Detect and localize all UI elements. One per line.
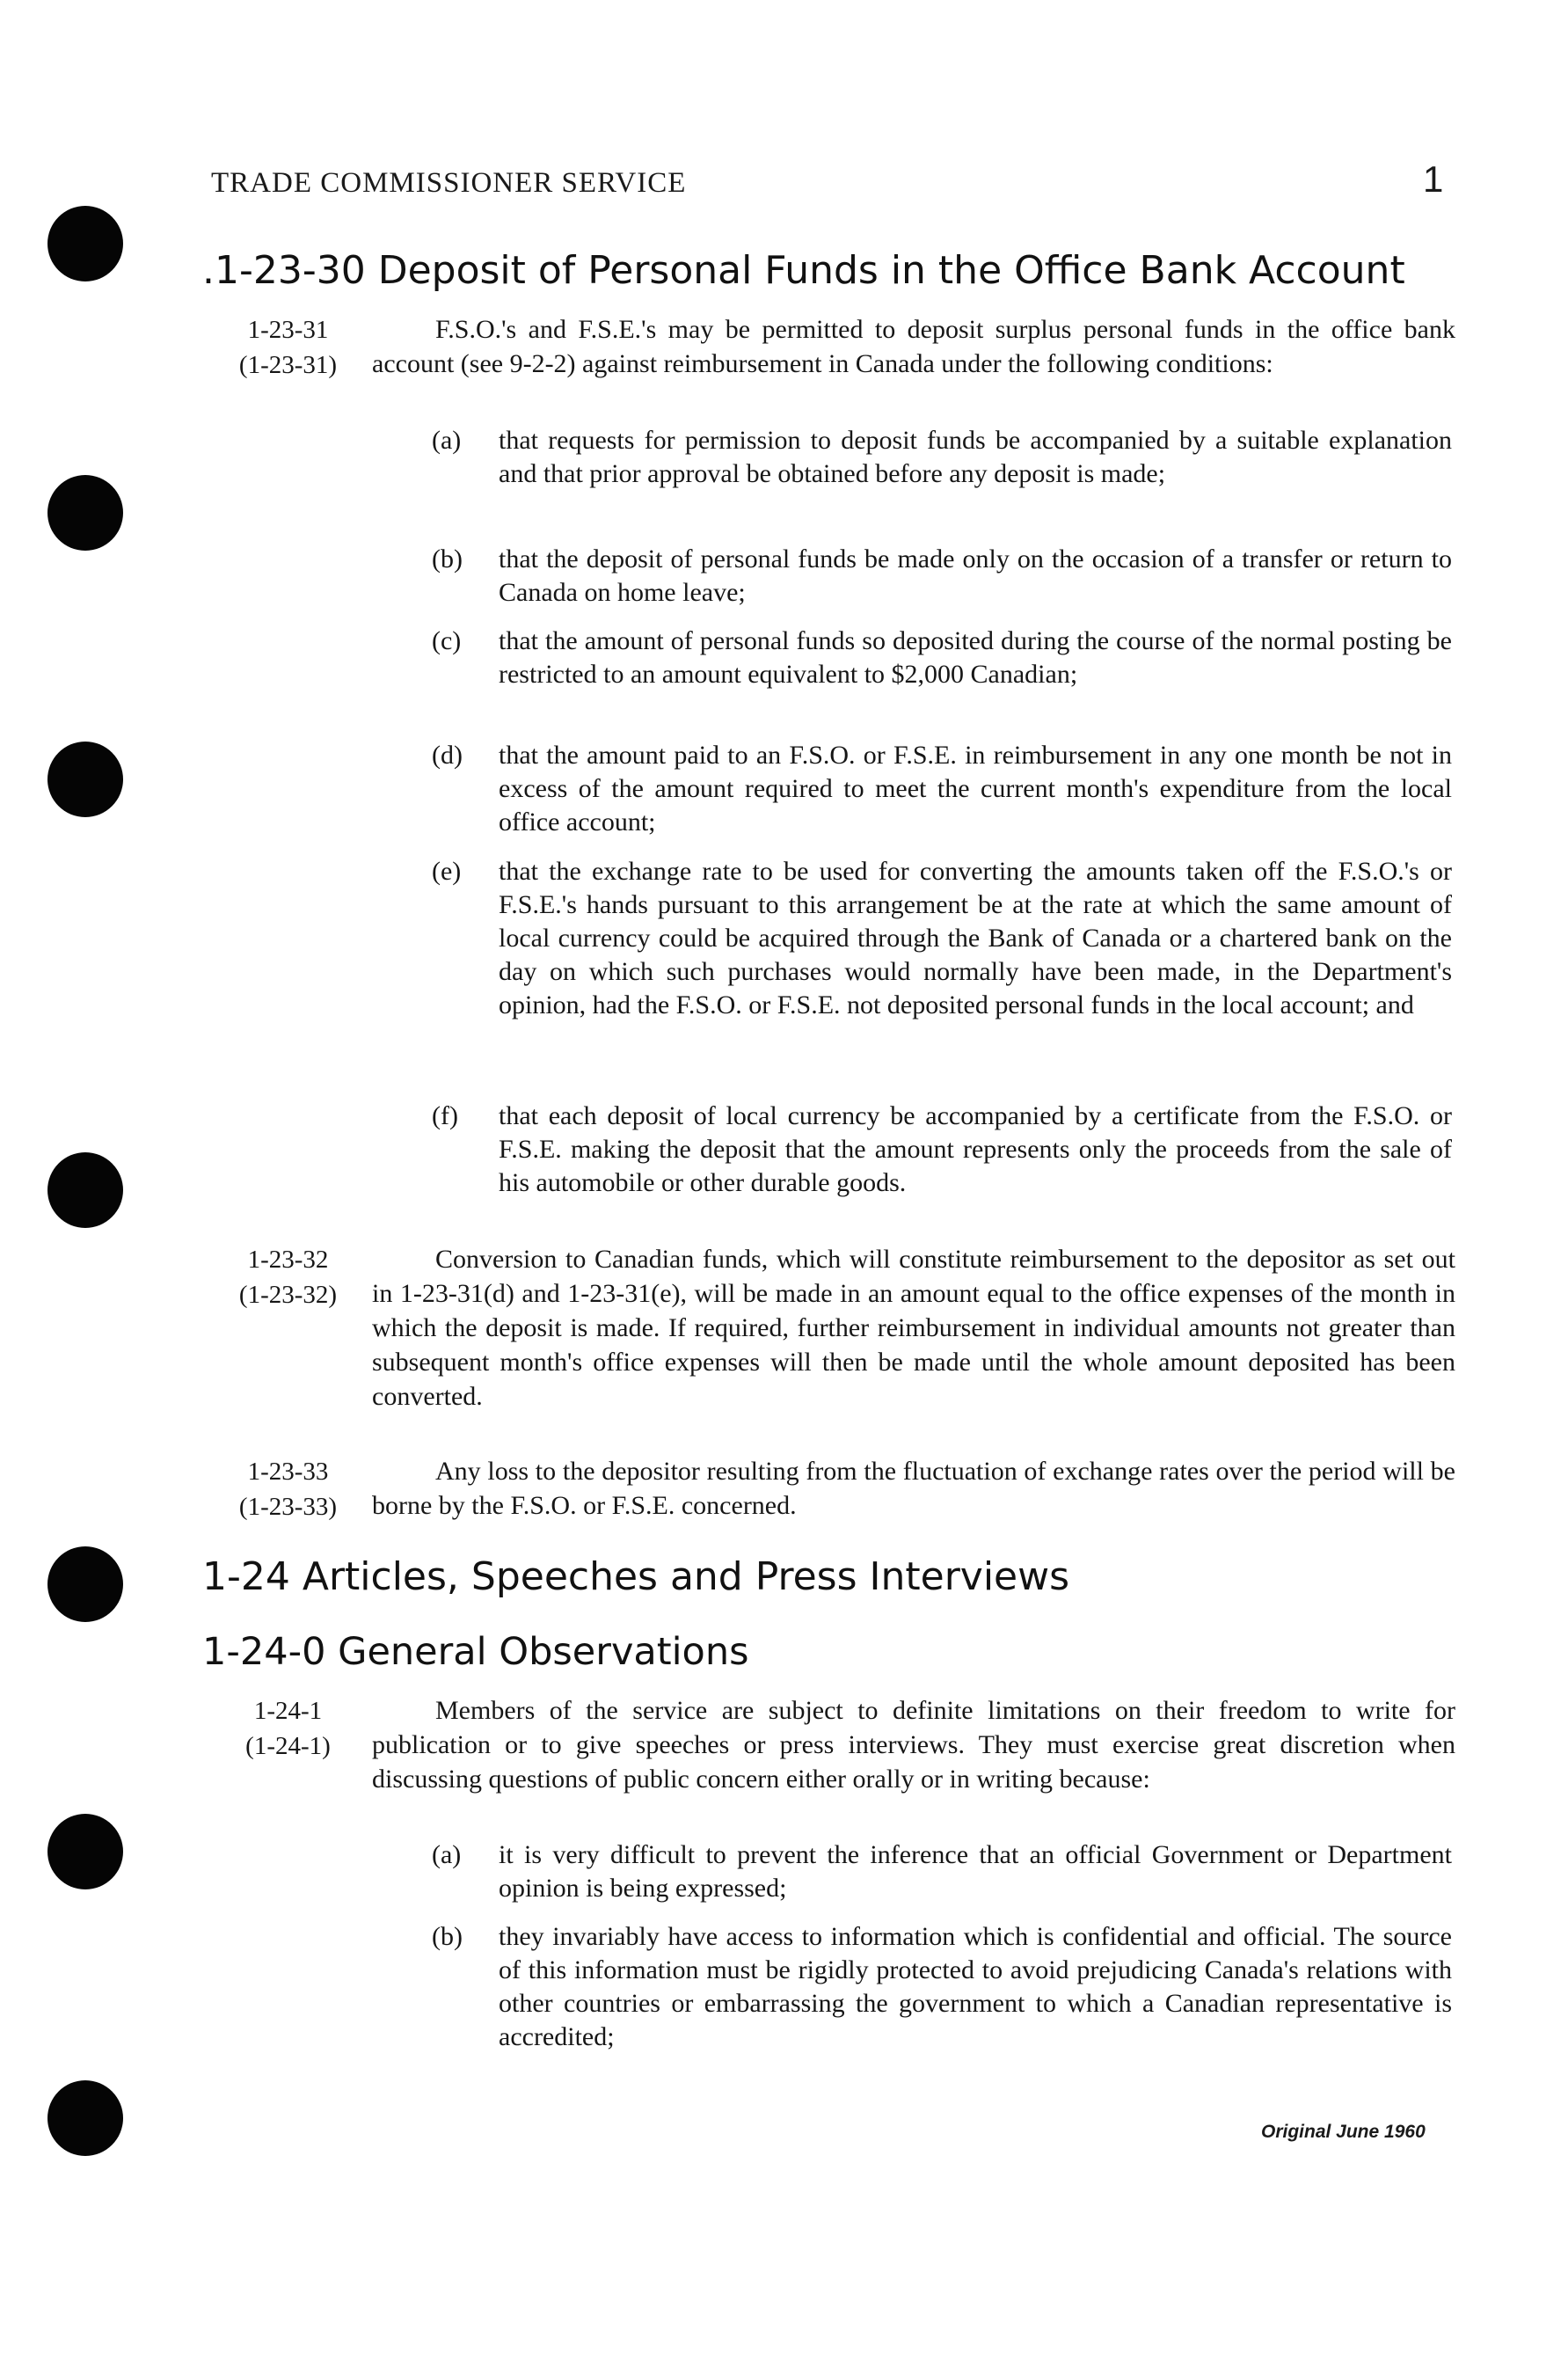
- running-head: TRADE COMMISSIONER SERVICE: [211, 167, 687, 199]
- paragraph-text: [372, 1242, 1455, 1414]
- binder-hole: [47, 742, 123, 817]
- paragraph-number-previous: (1-23-32): [238, 1281, 338, 1309]
- page-number: 1: [1423, 158, 1444, 200]
- list-item-label: (e): [432, 857, 462, 886]
- list-item-label: (b): [432, 1922, 463, 1951]
- list-item-text: it is very difficult to prevent the inference that an official Government or Department opinion is being expressed;: [499, 1840, 1452, 1903]
- list-item-text: that each deposit of local currency be accompanied by a certificate from the F.S.O. or F.S.E. making the deposit that the amount represents only the proceeds from the sale of his automobile or other durable goods.: [499, 1101, 1452, 1197]
- section-heading-1-23-30: .1-23-30 Deposit of Personal Funds in the Office Bank Account: [202, 248, 1405, 293]
- list-item-label: (a): [432, 1840, 462, 1869]
- paragraph-body: Any loss to the depositor resulting from the fluctuation of exchange rates over the period will be borne by the F.S.O. or F.S.E. concerned.: [372, 1457, 1455, 1520]
- list-item-label: (b): [432, 544, 463, 574]
- binder-hole: [47, 1152, 123, 1228]
- list-item-text: that the exchange rate to be used for converting the amounts taken off the F.S.O.'s or F.S.E.'s hands pursuant to this arrangement be at the rate at which the same amount of local currency could be acquired through the Bank of Canada or a chartered bank on the day on which such purchases would normally have been made, in the Department's opinion, had the F.S.O. or F.S.E. not deposited personal funds in the local account; and: [499, 857, 1452, 1019]
- binder-hole: [47, 1546, 123, 1622]
- paragraph-number-previous: (1-23-31): [238, 351, 338, 379]
- paragraph-number-current: 1-23-31: [247, 316, 329, 344]
- binder-hole: [47, 2080, 123, 2156]
- paragraph-text: [372, 1454, 1455, 1523]
- paragraph-body: Conversion to Canadian funds, which will constitute reimbursement to the depositor as set out in 1-23-31(d) and 1-23-31(e), will be made in an amount equal to the office expenses of the month in which the deposit is made. If required, further reimbursement in individual amounts not greater than subsequent month's office expenses will then be made until the whole amount deposited has been converted.: [372, 1245, 1455, 1411]
- section-heading-1-24-0: 1-24-0 General Observations: [202, 1630, 749, 1674]
- list-item-label: (c): [432, 626, 462, 655]
- paragraph-text: [372, 312, 1455, 381]
- paragraph-number-current: 1-24-1: [253, 1697, 323, 1725]
- paragraph-number: [215, 1454, 361, 1524]
- section-heading-1-24: 1-24 Articles, Speeches and Press Interviews: [202, 1554, 1070, 1599]
- paragraph-number: [215, 312, 361, 383]
- paragraph-number-current: 1-23-33: [247, 1458, 329, 1486]
- paragraph-body: F.S.O.'s and F.S.E.'s may be permitted to deposit surplus personal funds in the office bank account (see 9-2-2) against reimbursement in Canada under the following conditions:: [372, 315, 1455, 378]
- paragraph-number-previous: (1-24-1): [245, 1732, 331, 1760]
- binder-hole: [47, 206, 123, 281]
- paragraph-number: [215, 1242, 361, 1312]
- binder-hole: [47, 1814, 123, 1889]
- binder-hole: [47, 475, 123, 551]
- list-item-text: they invariably have access to information which is confidential and official. The source of this information must be rigidly protected to avoid prejudicing Canada's relations with other countries or embarrassing the government to which a Canadian representative is accredited;: [499, 1922, 1452, 2051]
- list-item-text: that the amount of personal funds so deposited during the course of the normal posting be restricted to an amount equivalent to $2,000 Canadian;: [499, 626, 1452, 689]
- list-item-label: (d): [432, 741, 463, 770]
- list-item-text: that requests for permission to deposit funds be accompanied by a suitable explanation and that prior approval be obtained before any deposit is made;: [499, 426, 1452, 488]
- paragraph-text: [372, 1693, 1455, 1796]
- list-item-label: (f): [432, 1101, 458, 1130]
- list-item-text: that the amount paid to an F.S.O. or F.S.E. in reimbursement in any one month be not in excess of the amount required to meet the current month's expenditure from the local office account;: [499, 741, 1452, 837]
- paragraph-body: Members of the service are subject to definite limitations on their freedom to write for publication or to give speeches or press interviews. They must exercise great discretion when discussing questions of public concern either orally or in writing because:: [372, 1696, 1455, 1794]
- list-item-label: (a): [432, 426, 462, 455]
- paragraph-number-current: 1-23-32: [247, 1246, 329, 1274]
- paragraph-number-previous: (1-23-33): [238, 1493, 338, 1521]
- footer-note: Original June 1960: [1261, 2122, 1426, 2142]
- list-item-text: that the deposit of personal funds be made only on the occasion of a transfer or return to Canada on home leave;: [499, 544, 1452, 607]
- paragraph-number: [215, 1693, 361, 1764]
